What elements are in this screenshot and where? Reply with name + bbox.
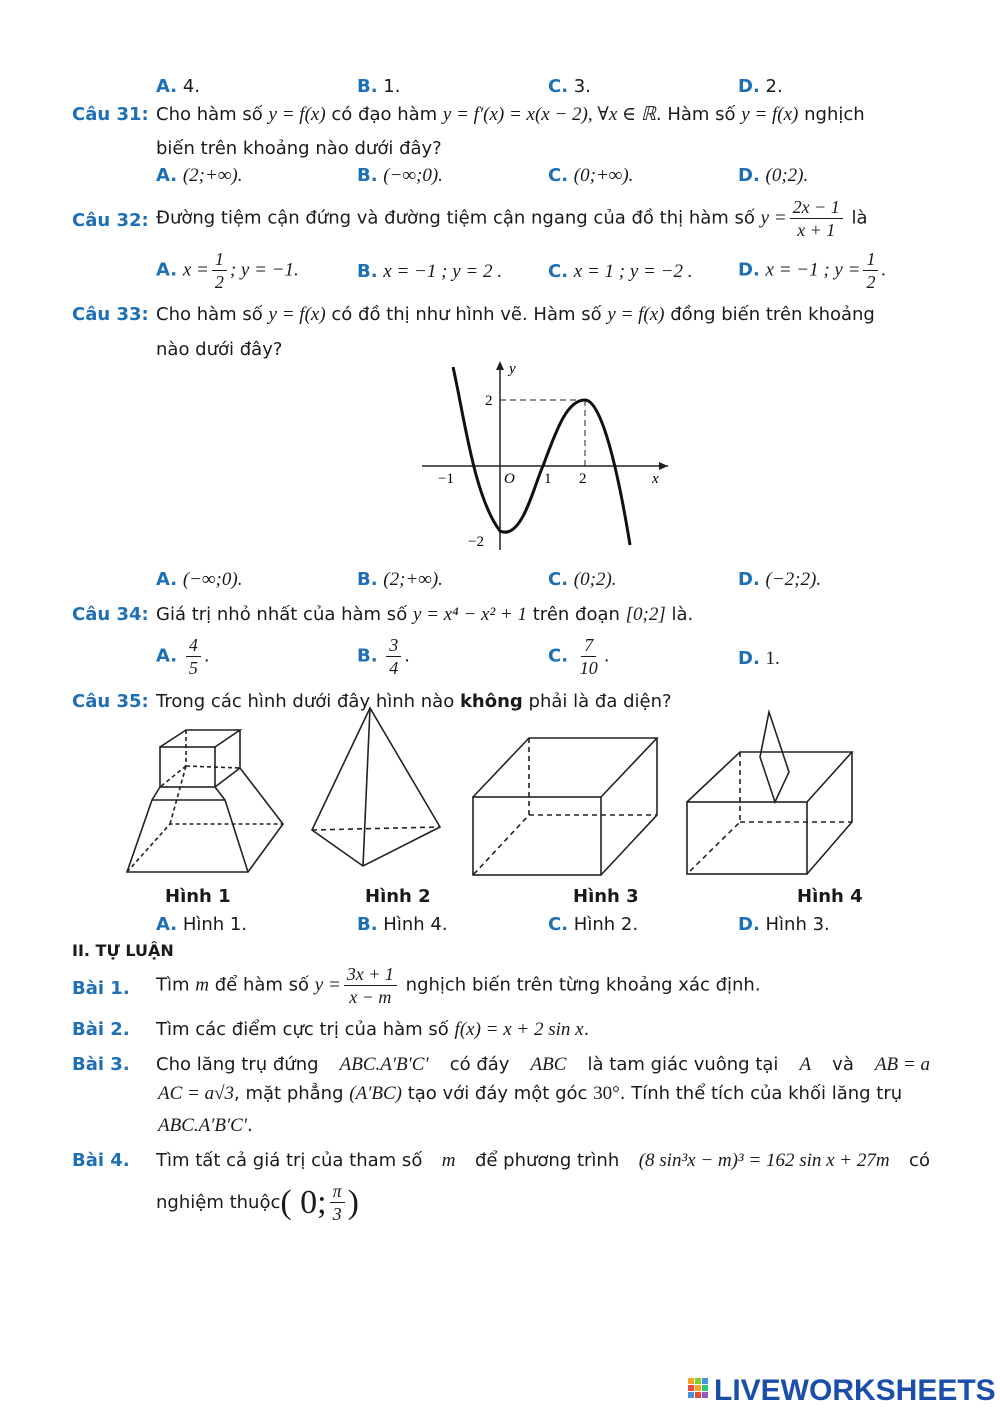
y-axis-label: y: [509, 361, 516, 377]
brand-logo[interactable]: [688, 1374, 996, 1408]
q32-stem: Đường tiệm cận đứng và đường tiệm cận ngang của đồ thị hàm số y = $\frac{2x - 1}{x + 1}$ là: [156, 197, 868, 240]
q30-option-b[interactable]: B. 1.: [357, 76, 401, 97]
q33-option-c[interactable]: C. (0;2).: [548, 569, 617, 590]
q35-option-b[interactable]: B. Hình 4.: [357, 914, 448, 935]
q31-option-a[interactable]: A. (2;+∞).: [156, 165, 243, 186]
q31-option-c[interactable]: C. (0;+∞).: [548, 165, 634, 186]
brand-grid-icon: [688, 1378, 714, 1404]
bai2-label: Bài 2.: [72, 1019, 130, 1040]
tick-2: 2: [579, 471, 587, 487]
q35-stem: Trong các hình dưới đây hình nào không phải là đa diện?: [156, 691, 672, 712]
section-heading: II. TỰ LUẬN: [72, 941, 174, 960]
bai4-line1: Tìm tất cả giá trị của tham số m để phương trình (8 sin³x − m)³ = 162 sin x + 27m có: [156, 1150, 930, 1171]
figure-3-box: [473, 738, 657, 875]
figure-4-box-with-plane: [687, 712, 852, 874]
q31-stem: Cho hàm số y = f(x) có đạo hàm y = f′(x) = x(x − 2), ∀x ∈ ℝ. Hàm số y = f(x) nghịch: [156, 104, 865, 125]
q32-label: Câu 32:: [72, 210, 149, 231]
q34-stem: Giá trị nhỏ nhất của hàm số y = x⁴ − x² + 1 trên đoạn [0;2] là.: [156, 604, 694, 625]
bai1-label: Bài 1.: [72, 978, 130, 999]
q33-stem-line2: nào dưới đây?: [156, 339, 283, 360]
bai1-text: Tìm m để hàm số y = $\frac{3x + 1}{x - m}$ nghịch biến trên từng khoảng xác định.: [156, 964, 761, 1007]
caption-hinh-3: Hình 3: [573, 886, 639, 907]
q31-option-d[interactable]: D. (0;2).: [738, 165, 809, 186]
q32-option-a[interactable]: A. x = $\frac{1}{2}$ ; y = −1.: [156, 249, 299, 292]
q30-option-d[interactable]: D. 2.: [738, 76, 783, 97]
q35-label: Câu 35:: [72, 691, 149, 712]
tick-yminus2: −2: [468, 534, 484, 550]
tick-minus1: −1: [438, 471, 454, 487]
q33-option-a[interactable]: A. (−∞;0).: [156, 569, 243, 590]
q34-label: Câu 34:: [72, 604, 149, 625]
q31-label: Câu 31:: [72, 104, 149, 125]
q33-option-d[interactable]: D. (−2;2).: [738, 569, 822, 590]
q33-option-b[interactable]: B. (2;+∞).: [357, 569, 443, 590]
q32-option-d[interactable]: D. x = −1 ; y = $\frac{1}{2}$ .: [738, 249, 887, 292]
q34-option-c[interactable]: C. $\frac{7}{10}$ .: [548, 635, 610, 678]
function-curve: [453, 367, 630, 545]
q31-option-b[interactable]: B. (−∞;0).: [357, 165, 443, 186]
q35-figures: [0, 700, 1000, 880]
caption-hinh-2: Hình 2: [365, 886, 431, 907]
q35-option-c[interactable]: C. Hình 2.: [548, 914, 639, 935]
brand-text: LIVEWORKSHEETS: [714, 1374, 996, 1407]
bai2-text: Tìm các điểm cực trị của hàm số f(x) = x + 2 sin x.: [156, 1019, 590, 1040]
q30-option-a[interactable]: A. 4.: [156, 76, 201, 97]
q34-option-b[interactable]: B. $\frac{3}{4}$ .: [357, 635, 411, 678]
origin-label: O: [504, 471, 515, 487]
caption-hinh-4: Hình 4: [797, 886, 863, 907]
q34-option-d[interactable]: D. 1.: [738, 648, 780, 669]
q35-option-a[interactable]: A. Hình 1.: [156, 914, 248, 935]
q34-option-a[interactable]: A. $\frac{4}{5}$ .: [156, 635, 210, 678]
x-axis-arrow: [659, 462, 668, 470]
bai3-line3: ABC.A′B′C′.: [158, 1115, 253, 1136]
q30-option-c[interactable]: C. 3.: [548, 76, 591, 97]
bai4-label: Bài 4.: [72, 1150, 130, 1171]
tick-y2: 2: [485, 393, 493, 409]
q33-label: Câu 33:: [72, 304, 149, 325]
q32-option-c[interactable]: C. x = 1 ; y = −2 .: [548, 261, 693, 282]
x-axis-label: x: [652, 471, 659, 487]
bai3-line2: AC = a√3, mặt phẳng (A′BC) tạo với đáy một góc 30°. Tính thể tích của khối lăng trụ: [158, 1083, 903, 1104]
y-axis-arrow: [496, 361, 504, 370]
q32-option-b[interactable]: B. x = −1 ; y = 2 .: [357, 261, 502, 282]
q35-option-d[interactable]: D. Hình 3.: [738, 914, 830, 935]
bai4-line2: nghiệm thuộc ( 0; $\frac{\pi}{3}$ ): [156, 1181, 359, 1224]
bai3-line1: Cho lăng trụ đứng ABC.A′B′C′ có đáy ABC là tam giác vuông tại A và AB = a: [156, 1054, 930, 1075]
bai3-label: Bài 3.: [72, 1054, 130, 1075]
tick-1: 1: [544, 471, 552, 487]
figure-2-pyramid: [312, 708, 440, 866]
q31-stem-line2: biến trên khoảng nào dưới đây?: [156, 138, 442, 159]
q33-stem: Cho hàm số y = f(x) có đồ thị như hình vẽ. Hàm số y = f(x) đồng biến trên khoảng: [156, 304, 875, 325]
figure-1-truncated-prism: [127, 730, 283, 872]
caption-hinh-1: Hình 1: [165, 886, 231, 907]
q33-graph: [410, 355, 680, 555]
